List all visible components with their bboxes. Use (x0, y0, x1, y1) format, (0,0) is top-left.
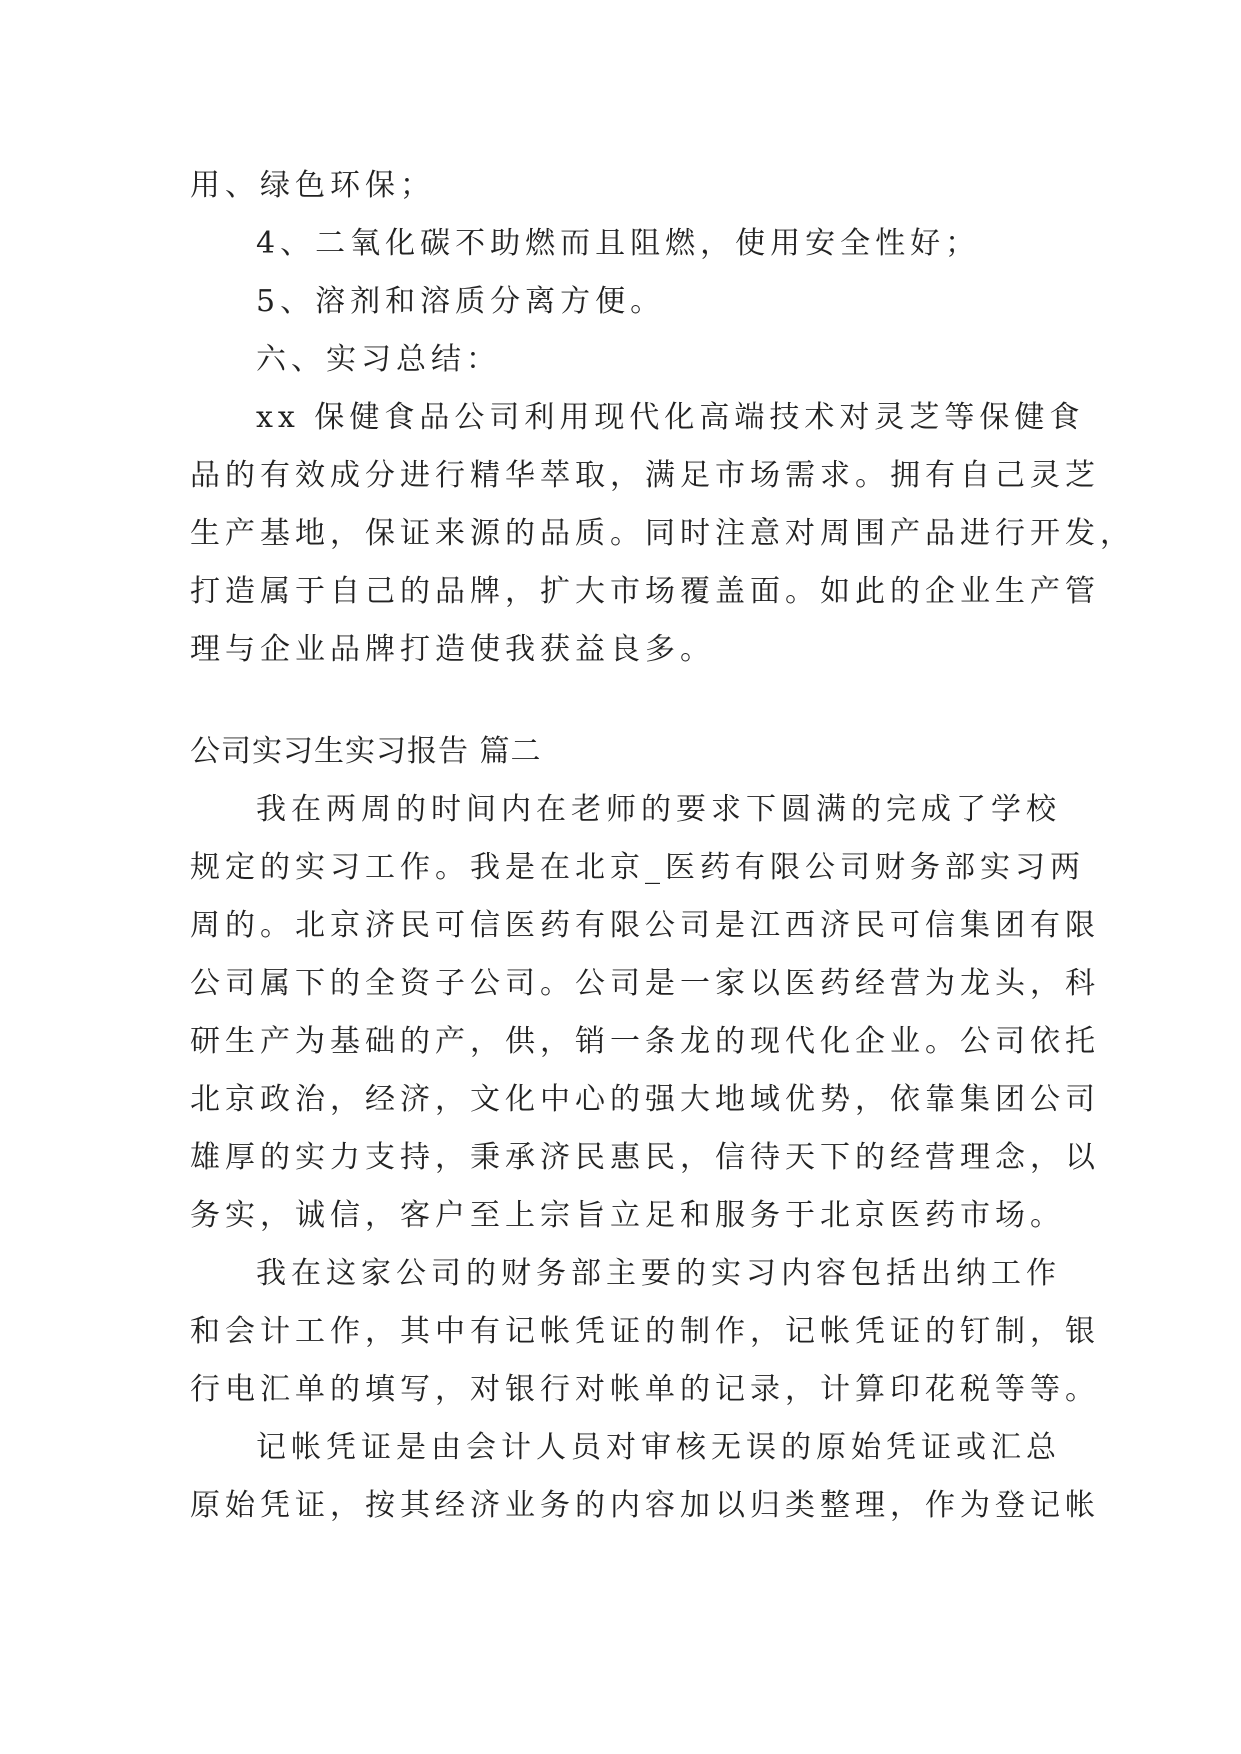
paragraph-line: 记帐凭证是由会计人员对审核无误的原始凭证或汇总 (256, 1430, 1061, 1465)
paragraph-line: 北京政治，经济，文化中心的强大地域优势，依靠集团公司 (190, 1082, 1100, 1117)
paragraph-line: 研生产为基础的产，供，销一条龙的现代化企业。公司依托 (190, 1024, 1100, 1059)
paragraph-line: 理与企业品牌打造使我获益良多。 (190, 632, 715, 667)
paragraph-line: 周的。北京济民可信医药有限公司是江西济民可信集团有限 (190, 908, 1100, 943)
work-content-paragraph (190, 1245, 1100, 1419)
paragraph-line: 生产基地，保证来源的品质。同时注意对周围产品进行开发， (190, 516, 1135, 551)
paragraph-line: 公司属下的全资子公司。公司是一家以医药经营为龙头，科 (190, 966, 1100, 1001)
section-title: 公司实习生实习报告 篇二 (190, 734, 542, 769)
paragraph-line: 规定的实习工作。我是在北京_医药有限公司财务部实习两 (190, 850, 1085, 885)
document-body (190, 157, 1135, 1535)
paragraph-line: 和会计工作，其中有记帐凭证的制作，记帐凭证的钉制，银 (190, 1314, 1100, 1349)
list-item-5: 5、溶剂和溶质分离方便。 (256, 284, 666, 319)
intro-paragraph (190, 781, 1100, 1245)
list-item-4: 4、二氧化碳不助燃而且阻燃，使用安全性好； (256, 226, 981, 261)
paragraph-line: xx 保健食品公司利用现代化高端技术对灵芝等保健食 (256, 400, 1085, 435)
paragraph-line: 务实，诚信，客户至上宗旨立足和服务于北京医药市场。 (190, 1198, 1065, 1233)
voucher-paragraph (190, 1419, 1100, 1535)
paragraph-line: 行电汇单的填写，对银行对帐单的记录，计算印花税等等。 (190, 1372, 1100, 1407)
text-line: 用、绿色环保； (190, 168, 435, 203)
summary-paragraph (190, 389, 1135, 679)
paragraph-line: 品的有效成分进行精华萃取，满足市场需求。拥有自己灵芝 (190, 458, 1100, 493)
paragraph-line: 我在这家公司的财务部主要的实习内容包括出纳工作 (256, 1256, 1061, 1291)
section-gap (190, 679, 1070, 723)
section-heading-summary: 六、实习总结： (256, 342, 501, 377)
paragraph-line: 雄厚的实力支持，秉承济民惠民，信待天下的经营理念，以 (190, 1140, 1100, 1175)
paragraph-line: 打造属于自己的品牌，扩大市场覆盖面。如此的企业生产管 (190, 574, 1100, 609)
paragraph-line: 原始凭证，按其经济业务的内容加以归类整理，作为登记帐 (190, 1488, 1100, 1523)
paragraph-line: 我在两周的时间内在老师的要求下圆满的完成了学校 (256, 792, 1061, 827)
